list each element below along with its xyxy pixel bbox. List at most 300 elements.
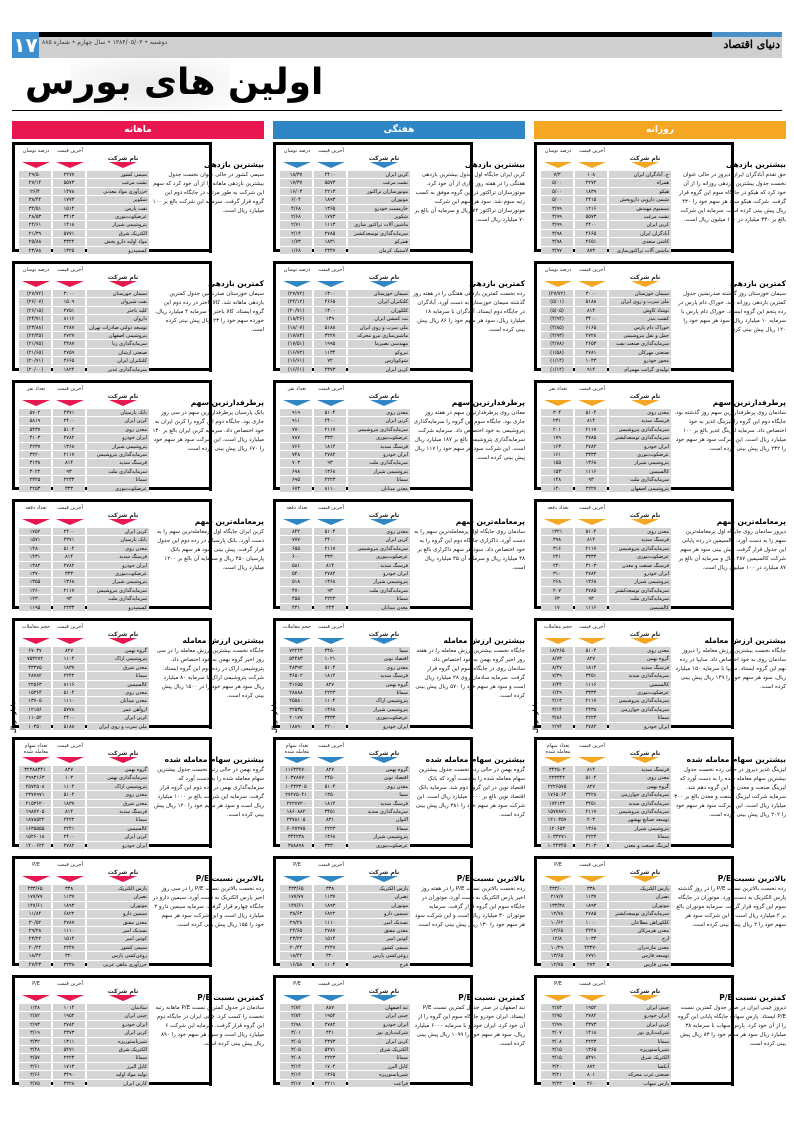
price-cell: ۱۸۳۷ xyxy=(53,800,85,807)
price-cell: ۵۱۸۸ xyxy=(575,298,607,305)
col-header-metric: تعداد نفر xyxy=(26,386,46,392)
metric-cell: ۳۶۵۰۲ xyxy=(280,672,312,679)
company-cell: کلتکتران ایران xyxy=(87,357,149,364)
company-cell: کشت بندر xyxy=(609,315,671,322)
company-cell: ایران خودرو xyxy=(609,570,671,577)
table-row xyxy=(19,553,149,561)
price-cell: ۱۳۶۸ xyxy=(53,443,85,450)
metric-cell: ۱۳/۶۵ xyxy=(541,952,573,959)
table-body xyxy=(280,1004,410,1088)
price-cell: ۲۷۸۵ xyxy=(575,434,607,441)
price-cell: ۸۲۷ xyxy=(53,647,85,654)
table-row xyxy=(19,833,149,841)
metric-cell: ۱۸۶۰۸۸۲ xyxy=(280,808,312,815)
company-cell: خزرآوری ماهی عربی xyxy=(87,961,149,968)
price-cell: ۴۶۵۳ xyxy=(575,340,607,347)
table-row xyxy=(19,800,149,808)
table-header xyxy=(19,743,149,766)
ranking-table xyxy=(280,267,410,374)
table-row xyxy=(19,417,149,425)
ranking-table xyxy=(541,386,671,493)
table-row xyxy=(19,528,149,536)
block-title: پرطرفدارترین سهم xyxy=(712,398,786,407)
column-header-monthly: ماهانه xyxy=(12,121,264,139)
price-cell: ۱۱۰۴ xyxy=(53,783,85,790)
price-cell: ۴۳۷۳ xyxy=(314,366,346,373)
metric-cell: ۱۱۰۵۲ xyxy=(19,714,51,721)
table-row xyxy=(541,1012,671,1020)
company-cell: گروه بهمن xyxy=(348,766,410,773)
col-header-last-price: آخرین قیمت xyxy=(579,386,605,392)
metric-cell: ۱۶۳ xyxy=(541,443,573,450)
ranking-block xyxy=(12,616,264,734)
block-description xyxy=(674,398,786,454)
col-header-last-price: آخرین قیمت xyxy=(579,743,605,749)
table-row xyxy=(280,833,410,841)
block-description xyxy=(152,755,264,820)
block-description xyxy=(152,517,264,573)
ranking-block xyxy=(12,497,264,615)
table-row xyxy=(541,910,671,918)
price-cell: ۲۷۸۵ xyxy=(314,230,346,237)
table-row xyxy=(541,570,671,578)
company-cell: تولیدی گرانت مهمرام xyxy=(609,366,671,373)
price-cell: ۳۰۰۰ xyxy=(53,290,85,297)
company-cell: شیمی دارویی داروپخش xyxy=(609,196,671,203)
price-cell: ۸۸۷ xyxy=(314,1004,346,1011)
chevron-down-icon xyxy=(56,876,84,882)
block-title: بیشترین سهام معامله شده xyxy=(164,755,264,764)
company-cell: معدن مازندران xyxy=(609,944,671,951)
price-cell: ۱۵۱۴ xyxy=(53,935,85,942)
table-row xyxy=(280,443,410,451)
price-cell: ۸۱۴ xyxy=(53,553,85,560)
metric-cell: ۲۲۲۶۵۷۵ xyxy=(541,783,573,790)
metric-cell: ۱۲/۶۵ xyxy=(541,927,573,934)
block-text: سیمان خوزستان صدرنشین جدول کمترین بازدهی ماهانه شد. کالا باختر در رده دوم این گروه ایستاد. کالا باختر با سرمایه ۴ میلیارد ریال، خورده سهم خود را ۲۳ ریال پیش بینی کرده است. xyxy=(155,291,264,333)
table-row xyxy=(541,1046,671,1054)
metric-cell: ۲۰/۴۴ xyxy=(280,944,312,951)
price-cell: ۱۳۶۵ xyxy=(314,205,346,212)
company-cell: معدن روی xyxy=(87,791,149,798)
price-cell: ۱۱۱۶ xyxy=(575,681,607,688)
price-cell: ۲۴۰۰ xyxy=(314,171,346,178)
metric-cell: (۴/۸۵) xyxy=(541,324,573,331)
price-cell: ۳۲۲۷ xyxy=(314,332,346,339)
company-cell: کلکوراهن مطاعان xyxy=(609,919,671,926)
price-cell: ۳۳۳ xyxy=(53,485,85,492)
block-description xyxy=(152,636,264,701)
ranking-table xyxy=(19,624,149,731)
col-header-company: نام شرکت xyxy=(368,274,400,281)
ranking-block xyxy=(273,616,525,734)
company-cell: شیرپاستوریزه xyxy=(348,1071,410,1078)
table-row xyxy=(541,205,671,213)
table-row xyxy=(280,681,410,689)
block-description xyxy=(152,993,264,1049)
company-cell: فرسنگ سدید xyxy=(348,443,410,450)
metric-cell: ۲۳/۲۲ xyxy=(19,935,51,942)
metric-cell: ۳۲۳۸۸۳۴۱ xyxy=(19,766,51,773)
metric-cell: ۱۴۳۱ xyxy=(19,553,51,560)
chevron-down-icon xyxy=(544,281,572,287)
block-description xyxy=(674,755,786,820)
metric-cell: ۵/۰۰ xyxy=(541,188,573,195)
price-cell: ۲۷۸۷ xyxy=(53,919,85,926)
column-daily xyxy=(534,121,786,1091)
price-cell: ۱۷۱۳ xyxy=(53,1063,85,1070)
metric-cell: (۵/۰۵) xyxy=(541,307,573,314)
company-cell: عرضکوت‌بنوری xyxy=(87,485,149,492)
metric-cell: ۳/۹۹ xyxy=(541,205,573,212)
company-cell: روغن‌کشی پارس xyxy=(87,952,149,959)
table-row xyxy=(541,171,671,179)
metric-cell: ۳۱۳۸ xyxy=(19,459,51,466)
block-title: کمترین نسبت P/E xyxy=(197,993,264,1002)
company-cell: فرسنگ سدید xyxy=(609,664,671,671)
table-row xyxy=(541,697,671,705)
table-row xyxy=(19,1080,149,1088)
table-row xyxy=(280,290,410,298)
company-cell: پتروشیمی شیراز xyxy=(609,459,671,466)
page-headline: اولین های بورس xyxy=(25,62,324,103)
metric-cell: ۱۸/۴۲ xyxy=(19,952,51,959)
company-cell: معدن هرمزکان xyxy=(609,927,671,934)
price-cell: ۱۳۶۸ xyxy=(314,833,346,840)
chevron-down-icon xyxy=(283,876,311,882)
company-cell: سرمایه‌گذاری پتروشیمی xyxy=(87,587,149,594)
price-cell: ۲۶۵۱ xyxy=(575,238,607,245)
company-cell: سرمایه‌گذاری ملت xyxy=(87,468,149,475)
price-cell: ۳۴۰۰ xyxy=(575,315,607,322)
company-cell: اقتصاد نوین xyxy=(348,655,410,662)
price-cell: ۱۵۱۴ xyxy=(314,935,346,942)
col-header-company: نام شرکت xyxy=(368,512,400,519)
metric-cell: ۱۱۹۵ xyxy=(19,604,51,611)
company-cell: فراعت xyxy=(348,1080,410,1087)
chevron-down-icon xyxy=(544,638,572,644)
company-cell: معدن مینابان xyxy=(348,604,410,611)
table-row xyxy=(19,434,149,442)
company-cell: سیمی کشور xyxy=(87,171,149,178)
metric-cell: ۲۹/۲۸ xyxy=(280,919,312,926)
metric-cell: ۱۰/۲۹ xyxy=(541,944,573,951)
company-cell: سرمایه‌گذاری خوارزمی xyxy=(609,791,671,798)
company-cell: عرضکوت‌بنوری xyxy=(609,451,671,458)
company-cell: روغن‌کشی پارس xyxy=(348,952,410,959)
metric-cell: ۲۲۱ xyxy=(541,553,573,560)
company-cell: معدن روی xyxy=(609,528,671,535)
table-row xyxy=(280,553,410,561)
metric-cell: (۲۷/۷۲) xyxy=(541,290,573,297)
company-cell: کوثین امیر xyxy=(87,935,149,942)
table-row xyxy=(280,545,410,553)
col-header-metric: درصد نوسان xyxy=(22,148,50,154)
table-header xyxy=(541,981,671,1004)
col-header-company: نام شرکت xyxy=(368,869,400,876)
price-cell: ۴۳۷۱ xyxy=(53,536,85,543)
metric-cell: ۱۴۸۰ xyxy=(19,545,51,552)
table-row xyxy=(19,205,149,213)
table-row xyxy=(280,595,410,603)
frame-tail xyxy=(209,1068,212,1086)
company-cell: کربن ایران xyxy=(87,528,149,535)
table-row xyxy=(19,714,149,722)
metric-cell: ۱۷۴۱۳۴ xyxy=(541,800,573,807)
metric-cell: ۲۳/۲۲ xyxy=(280,935,312,942)
metric-cell: (۲۴/۱۲) xyxy=(280,298,312,305)
price-cell: ۸۱۴ xyxy=(575,536,607,543)
company-cell: شرکت‌بازی نور xyxy=(348,1029,410,1036)
metric-cell: ۲۵۷۲۵۰۸ xyxy=(19,783,51,790)
price-cell: ۱۷۰۴ xyxy=(314,1063,346,1070)
ranking-block xyxy=(12,378,264,496)
metric-cell: ۳۰۴ xyxy=(541,409,573,416)
table-body xyxy=(541,885,671,969)
price-cell: ۲۲۲۳ xyxy=(53,1054,85,1061)
table-row xyxy=(19,919,149,927)
metric-cell: ۲۵/۸۸ xyxy=(19,238,51,245)
metric-cell: ۲/۹۵ xyxy=(541,1012,573,1019)
table-row xyxy=(541,332,671,340)
chevron-down-icon xyxy=(544,162,572,168)
metric-cell: ۲۱۷/۷ xyxy=(541,893,573,900)
company-cell: سرمایه‌گذاری ملت xyxy=(609,595,671,602)
price-cell: ۸۱۱۶ xyxy=(53,315,85,322)
table-row xyxy=(541,485,671,493)
metric-cell: ۳/۱۷ xyxy=(280,1080,312,1087)
metric-cell: ۱۷۹ xyxy=(541,434,573,441)
price-cell: ۲۲۸۷ xyxy=(53,324,85,331)
table-row xyxy=(280,578,410,586)
price-cell: ۸۲۷ xyxy=(53,766,85,773)
price-cell: ۲۷۸۱ xyxy=(575,349,607,356)
company-cell: کلکوران xyxy=(348,307,410,314)
table-row xyxy=(280,655,410,663)
chevron-down-icon xyxy=(22,995,50,1001)
block-title: بیشترین ارزش معامله xyxy=(443,636,525,645)
chevron-down-icon xyxy=(109,638,137,644)
table-row xyxy=(19,816,149,824)
price-cell: ۲۱۱۷ xyxy=(314,545,346,552)
price-cell: ۱۱۰۴ xyxy=(314,961,346,968)
table-header xyxy=(541,862,671,885)
chevron-down-icon xyxy=(544,995,572,1001)
company-cell: تولید مواد اولیه xyxy=(87,1071,149,1078)
table-row xyxy=(541,842,671,850)
company-cell: بانک پارسیان xyxy=(87,536,149,543)
table-row xyxy=(541,1071,671,1079)
metric-cell: ۳/۰۸ xyxy=(541,1038,573,1045)
col-header-last-price: آخرین قیمت xyxy=(318,505,344,511)
chevron-down-icon xyxy=(578,876,606,882)
price-cell: ۲۷۸۷ xyxy=(314,927,346,934)
table-row xyxy=(280,205,410,213)
table-row xyxy=(541,706,671,714)
table-row xyxy=(19,545,149,553)
table-header xyxy=(541,624,671,647)
col-header-metric: حجم معاملات xyxy=(21,624,51,630)
table-row xyxy=(541,357,671,365)
company-cell: موتوران xyxy=(348,902,410,909)
chevron-down-icon xyxy=(370,638,398,644)
table-row xyxy=(541,952,671,960)
table-row xyxy=(19,1054,149,1062)
block-description xyxy=(413,517,525,573)
table-row xyxy=(280,426,410,434)
block-title: بیشترین سهام معامله شده xyxy=(425,755,525,764)
price-cell: ۱۳۶۸ xyxy=(314,706,346,713)
company-cell: پتروشیمی شیراز xyxy=(87,443,149,450)
metric-cell: ۷۶۶ xyxy=(280,443,312,450)
table-row xyxy=(19,315,149,323)
company-cell: نشت مرغب xyxy=(348,179,410,186)
col-header-metric: درصد نوسان xyxy=(544,148,572,154)
table-row xyxy=(280,570,410,578)
col-header-metric: حجم معاملات xyxy=(543,624,573,630)
chevron-down-icon xyxy=(56,519,84,525)
block-description xyxy=(152,874,264,930)
ranking-block xyxy=(12,854,264,972)
metric-cell: ۳/۰۷ xyxy=(541,1029,573,1036)
company-cell: عرضکوت‌بنوری xyxy=(348,553,410,560)
block-text: رده نخست بالاترین نسبت P/E را در سی روز اخیر پارس الکتریک به دست آورد. سیمین دارو در جایگاه چهارم قرار گرفت. سرمایه سیمین دارو ۲ میلیارد ریال است و این شرکت سود هر سهم خود را ۱۵۵ ریال پیش بینی کرده است. xyxy=(152,886,264,928)
company-cell: معدن روی xyxy=(87,426,149,433)
frame-tail xyxy=(470,235,473,253)
price-cell: ۱۵۰۹ xyxy=(53,298,85,305)
metric-cell: ۱۱۶۳۳۷۷۰ xyxy=(280,766,312,773)
company-cell: ملی سرب و روی ایران xyxy=(609,298,671,305)
col-header-company: نام شرکت xyxy=(368,631,400,638)
price-cell: ۴۶۶۵ xyxy=(575,230,607,237)
price-cell: ۸۰۱ xyxy=(575,1071,607,1078)
price-cell: ۱۸۳۱ xyxy=(314,238,346,245)
metric-cell: ۲۶۸ xyxy=(541,578,573,585)
metric-cell: ۹۱۱ xyxy=(280,417,312,424)
ranking-table xyxy=(541,505,671,612)
price-cell: ۳۳۸ xyxy=(314,885,346,892)
table-body xyxy=(280,528,410,612)
table-row xyxy=(541,1054,671,1062)
metric-cell: ۶۹۵ xyxy=(280,476,312,483)
price-cell: ۳۴۵۱ xyxy=(314,808,346,815)
col-header-metric: P/E xyxy=(32,981,40,987)
chevron-down-icon xyxy=(317,519,345,525)
table-row xyxy=(19,902,149,910)
price-cell: ۱۱۱۳ xyxy=(314,221,346,228)
ranking-table xyxy=(280,862,410,969)
metric-cell: ۳/۹۸ xyxy=(541,230,573,237)
metric-cell: (۲۶/۰۷) xyxy=(19,298,51,305)
table-row xyxy=(19,179,149,187)
col-header-metric: درصد نوسان xyxy=(22,267,50,273)
table-header xyxy=(19,624,149,647)
price-cell: ۱۰۲۱ xyxy=(314,655,346,662)
table-row xyxy=(280,604,410,612)
table-row xyxy=(19,459,149,467)
metric-cell: ۷۰۳ xyxy=(280,459,312,466)
col-header-company: نام شرکت xyxy=(629,869,661,876)
table-row xyxy=(280,221,410,229)
company-cell: پتروشیمی شیراز xyxy=(348,578,410,585)
table-row xyxy=(541,324,671,332)
price-cell: ۳۳۸ xyxy=(53,885,85,892)
chevron-down-icon xyxy=(283,757,311,763)
company-cell: الکتریک شرق xyxy=(87,230,149,237)
price-cell: ۳۳۳۳ xyxy=(314,714,346,721)
frame-tail xyxy=(731,235,734,253)
table-row xyxy=(280,647,410,655)
block-description xyxy=(413,279,525,335)
price-cell: ۲۲۲۳ xyxy=(314,476,346,483)
company-cell: کالسیمین xyxy=(609,604,671,611)
table-header xyxy=(280,386,410,409)
table-row xyxy=(19,723,149,731)
metric-cell: ۱/۲۸ xyxy=(19,1004,51,1011)
price-cell: ۹۳ xyxy=(53,468,85,475)
company-cell: سرمایه‌گذاری بهمن xyxy=(87,774,149,781)
table-row xyxy=(541,545,671,553)
col-header-company: نام شرکت xyxy=(107,274,139,281)
block-text: حق تقدم آبادگران ایران دیروز در حالی عنوان نخست جدول بیشترین بازدهی روزانه را از آن خود کرد که هیکو در جایگاه سوم این گروه قرار گرفت. شرکت هیکو سود هر سهم خود را ۴۳۰ ریال پیش بینی کرده است. سرمایه این شرکت بالغ بر ۳۳۰ میلیارد در ۱۰۰ میلیون ریال است. xyxy=(679,172,786,223)
chevron-down-icon xyxy=(22,281,50,287)
table-row xyxy=(19,697,149,705)
price-cell: ۲۷۸۲ xyxy=(53,842,85,849)
company-cell: سمانا xyxy=(348,689,410,696)
company-cell: ایران خودرو xyxy=(87,1021,149,1028)
price-cell: ۵۱۰۴ xyxy=(314,528,346,535)
col-header-last-price: آخرین قیمت xyxy=(579,148,605,154)
table-row xyxy=(280,1080,410,1088)
company-cell: پتروشیمی شیراز xyxy=(609,825,671,832)
company-cell: آنکشا xyxy=(609,1063,671,1070)
company-cell: الکتریک شرق xyxy=(87,1046,149,1053)
company-cell: نوشاد کاوش xyxy=(609,307,671,314)
company-cell: خزرآوری مواد معدنی xyxy=(87,188,149,195)
price-cell: ۲۲۴۲ xyxy=(53,672,85,679)
block-text: گروه بهمن در حالی رده نخست جدول بیشترین سهام معامله شده را به دست آورد که بانک اقتصاد نوین در این گروه دوم شد. سرمایه بانک اقتصاد نوین بالغ بر ۱۰۰۰ میلیارد ریال است. این شرکت سود هر سهم خود را ۳۸۱ ریال پیش بینی کرده است. xyxy=(415,767,525,818)
company-cell: ایران خودرو xyxy=(87,434,149,441)
metric-cell: ۲۳۲۵ xyxy=(19,476,51,483)
table-row xyxy=(19,171,149,179)
table-row xyxy=(541,238,671,246)
col-header-last-price: آخرین قیمت xyxy=(318,743,344,749)
price-cell: ۹۳ xyxy=(575,476,607,483)
frame-tail xyxy=(209,949,212,967)
table-row xyxy=(280,774,410,782)
ranking-table xyxy=(280,148,410,255)
chevron-down-icon xyxy=(109,519,137,525)
metric-cell: ۱/۷۳ xyxy=(280,238,312,245)
metric-cell: ۱۴۸ xyxy=(541,476,573,483)
metric-cell: ۵۸۱ xyxy=(280,562,312,569)
metric-cell: ۲۲۵۳۵ xyxy=(280,706,312,713)
company-cell: پتروشیمی اصفهان xyxy=(609,485,671,492)
metric-cell: ۳۲/۵۱ xyxy=(19,205,51,212)
table-row xyxy=(541,885,671,893)
table-row xyxy=(280,842,410,850)
company-cell: معدن روی xyxy=(348,528,410,535)
price-cell: ۴۶۶۵ xyxy=(53,357,85,364)
company-cell: فرسنگ سدید xyxy=(87,553,149,560)
metric-cell: (۱/۵۸) xyxy=(541,349,573,356)
metric-cell: ۲/۹۸ xyxy=(280,1021,312,1028)
price-cell: ۱۰۴۳ xyxy=(575,357,607,364)
frame-tail xyxy=(731,711,734,729)
price-cell: ۱۳۶۸ xyxy=(53,578,85,585)
table-row xyxy=(19,927,149,935)
price-cell: ۵۱۰۴ xyxy=(53,791,85,798)
